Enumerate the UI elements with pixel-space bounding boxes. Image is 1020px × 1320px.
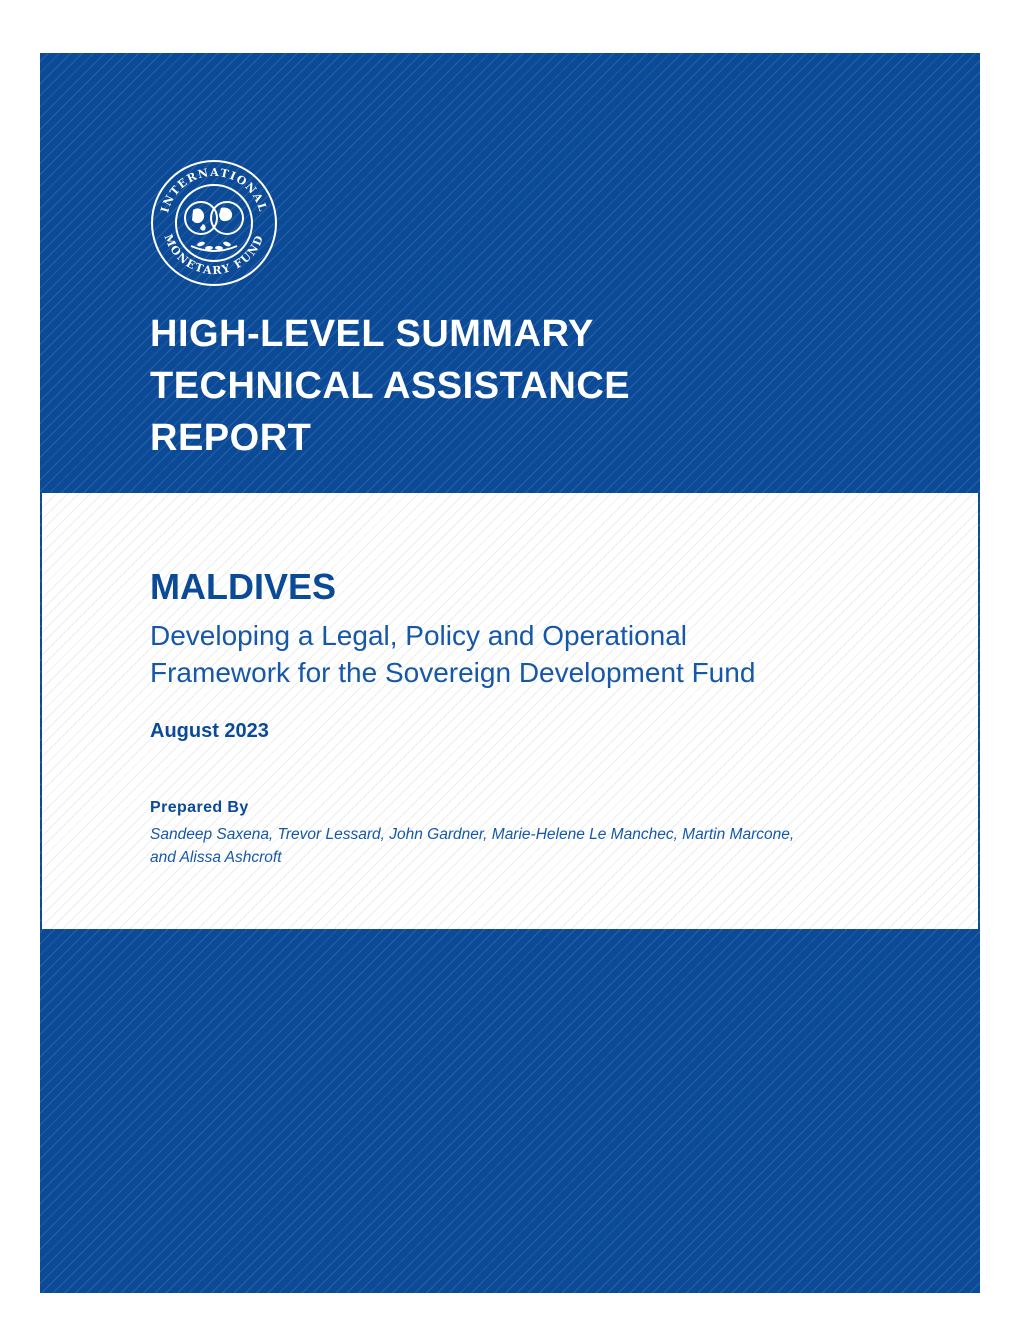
country-heading: MALDIVES [150, 566, 337, 607]
report-title [150, 308, 850, 464]
authors-list [150, 823, 950, 869]
authors-line: and Alissa Ashcroft [150, 849, 282, 866]
svg-text:MONETARY FUND: MONETARY FUND [161, 232, 267, 278]
imf-seal-icon [149, 158, 279, 288]
report-title-line: REPORT [150, 417, 312, 459]
report-subtitle-line: Framework for the Sovereign Development Fund [150, 657, 756, 688]
report-subtitle [150, 617, 950, 691]
cover-panel [40, 53, 980, 1293]
report-date: August 2023 [150, 720, 269, 742]
report-title-line: HIGH-LEVEL SUMMARY [150, 313, 594, 355]
title-band [42, 493, 978, 929]
prepared-by-label: Prepared By [150, 799, 249, 816]
report-title-line: TECHNICAL ASSISTANCE [150, 365, 631, 407]
svg-text:INTERNATIONAL: INTERNATIONAL [158, 165, 270, 215]
authors-line: Sandeep Saxena, Trevor Lessard, John Gardner, Marie-Helene Le Manchec, Martin Marcone, [150, 826, 795, 843]
report-subtitle-line: Developing a Legal, Policy and Operational [150, 620, 688, 651]
